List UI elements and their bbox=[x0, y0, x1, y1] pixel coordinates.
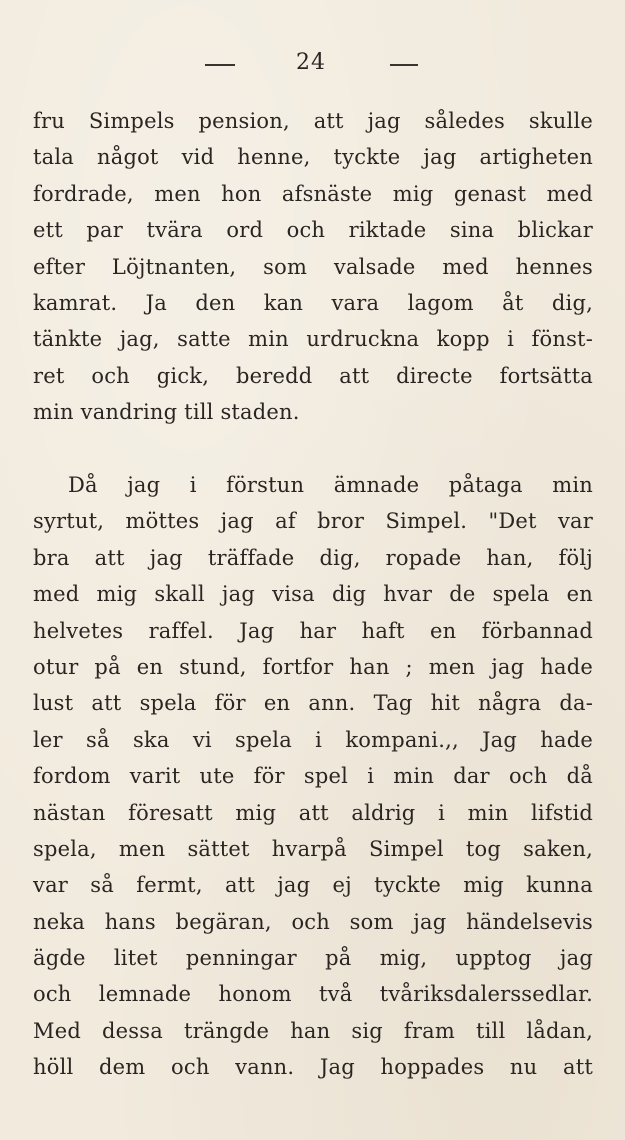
text-line: fru Simpels pension, att jag således skulle bbox=[33, 109, 593, 133]
text-line: syrtut, möttes jag af bror Simpel. "Det var bbox=[33, 509, 593, 534]
text-line: var så fermt, att jag ej tyckte mig kunna bbox=[33, 873, 593, 898]
text-line: kamrat. Ja den kan vara lagom åt dig, bbox=[33, 290, 593, 315]
text-line: spela, men sättet hvarpå Simpel tog saken, bbox=[33, 836, 593, 861]
text-line: ett par tvära ord och riktade sina blickar bbox=[33, 218, 593, 243]
text-line: med mig skall jag visa dig hvar de spela en bbox=[33, 582, 593, 607]
header-rule-right bbox=[390, 64, 418, 66]
text-line: och lemnade honom två tvåriksdalerssedlar. bbox=[33, 982, 593, 1007]
text-line: otur på en stund, fortfor han ; men jag hade bbox=[33, 654, 593, 679]
text-line: min vandring till staden. bbox=[33, 400, 300, 425]
paragraph-1 bbox=[33, 103, 593, 431]
text-line: höll dem och vann. Jag hoppades nu att bbox=[33, 1055, 593, 1080]
text-line: ret och gick, beredd att directe fortsätta bbox=[33, 363, 593, 388]
text-line: bra att jag träffade dig, ropade han, följ bbox=[33, 545, 593, 570]
header-rule-left bbox=[205, 64, 235, 66]
text-line: ägde litet penningar på mig, upptog jag bbox=[33, 946, 593, 971]
text-line: lust att spela för en ann. Tag hit några da- bbox=[33, 691, 593, 716]
text-line: neka hans begäran, och som jag händelsevis bbox=[33, 909, 593, 934]
text-line: fordrade, men hon afsnäste mig genast med bbox=[33, 181, 593, 206]
text-line: fordom varit ute för spel i min dar och då bbox=[33, 764, 593, 789]
text-line: nästan föresatt mig att aldrig i min lifstid bbox=[33, 800, 593, 825]
text-line: Då jag i förstun ämnade påtaga min bbox=[68, 473, 593, 497]
text-line: tala något vid henne, tyckte jag artigheten bbox=[33, 145, 593, 170]
page-header bbox=[0, 50, 625, 80]
text-line: efter Löjtnanten, som valsade med hennes bbox=[33, 254, 593, 279]
text-line: helvetes raffel. Jag har haft en förbannad bbox=[33, 618, 593, 643]
text-line: tänkte jag, satte min urdruckna kopp i fönst- bbox=[33, 327, 593, 352]
paragraph-2 bbox=[33, 467, 593, 1086]
text-line: ler så ska vi spela i kompani.,, Jag hade bbox=[33, 727, 593, 752]
text-line: Med dessa trängde han sig fram till lådan, bbox=[33, 1018, 593, 1043]
page-number: 24 bbox=[296, 50, 326, 75]
